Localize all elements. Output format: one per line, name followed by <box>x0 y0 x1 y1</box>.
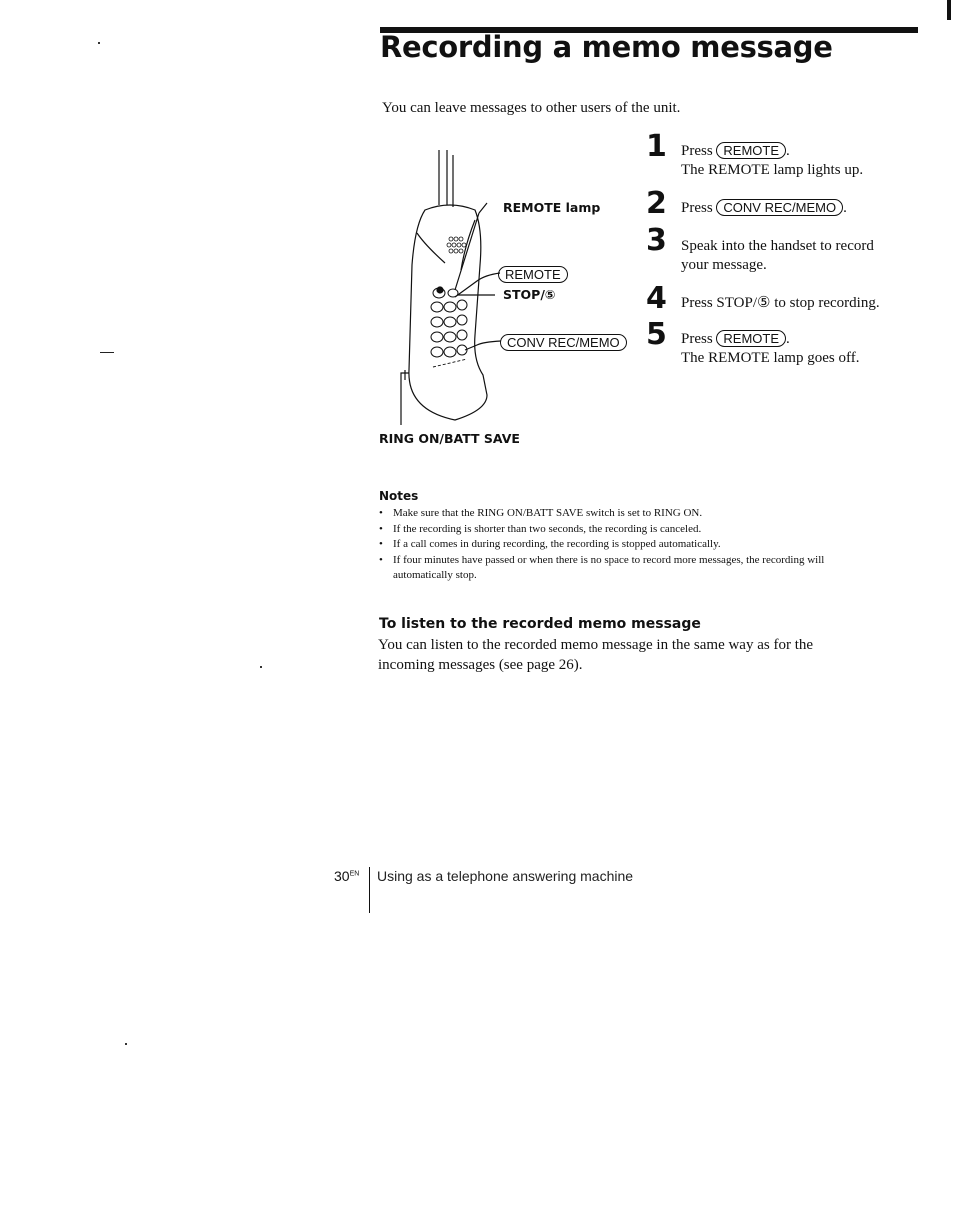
note-item: • If the recording is shorter than two seconds, the recording is canceled. <box>379 522 829 538</box>
stop-key-label: STOP/⑤ <box>503 287 556 302</box>
page-number-suffix: EN <box>349 870 360 878</box>
scan-speck <box>125 1043 127 1045</box>
listen-heading: To listen to the recorded memo message <box>379 616 701 632</box>
step-5-number: 5 <box>646 317 667 352</box>
step-2-number: 2 <box>646 186 667 221</box>
note-item: • If a call comes in during recording, the recording is stopped automatically. <box>379 537 829 553</box>
notes-list <box>379 506 829 584</box>
step-1-key: REMOTE <box>716 142 786 159</box>
edge-tab-mark <box>947 0 951 20</box>
footer-section-title: Using as a telephone answering machine <box>377 868 634 884</box>
note-item: • Make sure that the RING ON/BATT SAVE switch is set to RING ON. <box>379 506 829 522</box>
note-item: • If four minutes have passed or when there is no space to record more messages, the recording will automatically stop. <box>379 553 829 584</box>
step-5-text <box>681 330 859 368</box>
step-1-number: 1 <box>646 129 667 164</box>
remote-lamp-label: REMOTE lamp <box>503 200 601 215</box>
step-2-prefix: Press <box>681 200 713 216</box>
step-3-number: 3 <box>646 223 667 258</box>
ring-switch-label: RING ON/BATT SAVE <box>379 431 520 446</box>
scan-speck <box>260 666 262 668</box>
listen-body: You can listen to the recorded memo message in the same way as for the incoming messages (see page 26). <box>378 637 814 673</box>
step-4-text: Press STOP/⑤ to stop recording. <box>681 295 880 311</box>
step-5-suffix: . <box>786 331 790 347</box>
step-1-suffix: . <box>786 143 790 159</box>
page-number-value: 30 <box>334 868 350 884</box>
step-3-text <box>681 237 874 275</box>
notes-heading: Notes <box>379 489 419 503</box>
page-number <box>334 868 359 884</box>
step-3-line-1: Speak into the handset to record <box>681 238 874 254</box>
step-5-key: REMOTE <box>716 330 786 347</box>
page-title: Recording a memo message <box>380 30 833 64</box>
remote-key-callout <box>498 266 568 284</box>
scan-speck <box>100 352 114 353</box>
step-3-line-2: your message. <box>681 257 767 273</box>
step-2-key: CONV REC/MEMO <box>716 199 843 216</box>
footer-divider <box>369 867 370 913</box>
conv-key-label: CONV REC/MEMO <box>500 334 627 351</box>
step-2-suffix: . <box>843 200 847 216</box>
scan-speck <box>98 42 100 44</box>
step-1-detail: The REMOTE lamp lights up. <box>681 162 864 178</box>
step-2-text <box>681 199 847 218</box>
remote-key-label: REMOTE <box>498 266 568 283</box>
step-1-text <box>681 142 863 180</box>
conv-key-callout <box>500 334 627 352</box>
intro-text: You can leave messages to other users of the unit. <box>382 100 681 116</box>
step-4-number: 4 <box>646 281 667 316</box>
step-5-detail: The REMOTE lamp goes off. <box>681 350 860 366</box>
step-1-prefix: Press <box>681 143 713 159</box>
step-5-prefix: Press <box>681 331 713 347</box>
